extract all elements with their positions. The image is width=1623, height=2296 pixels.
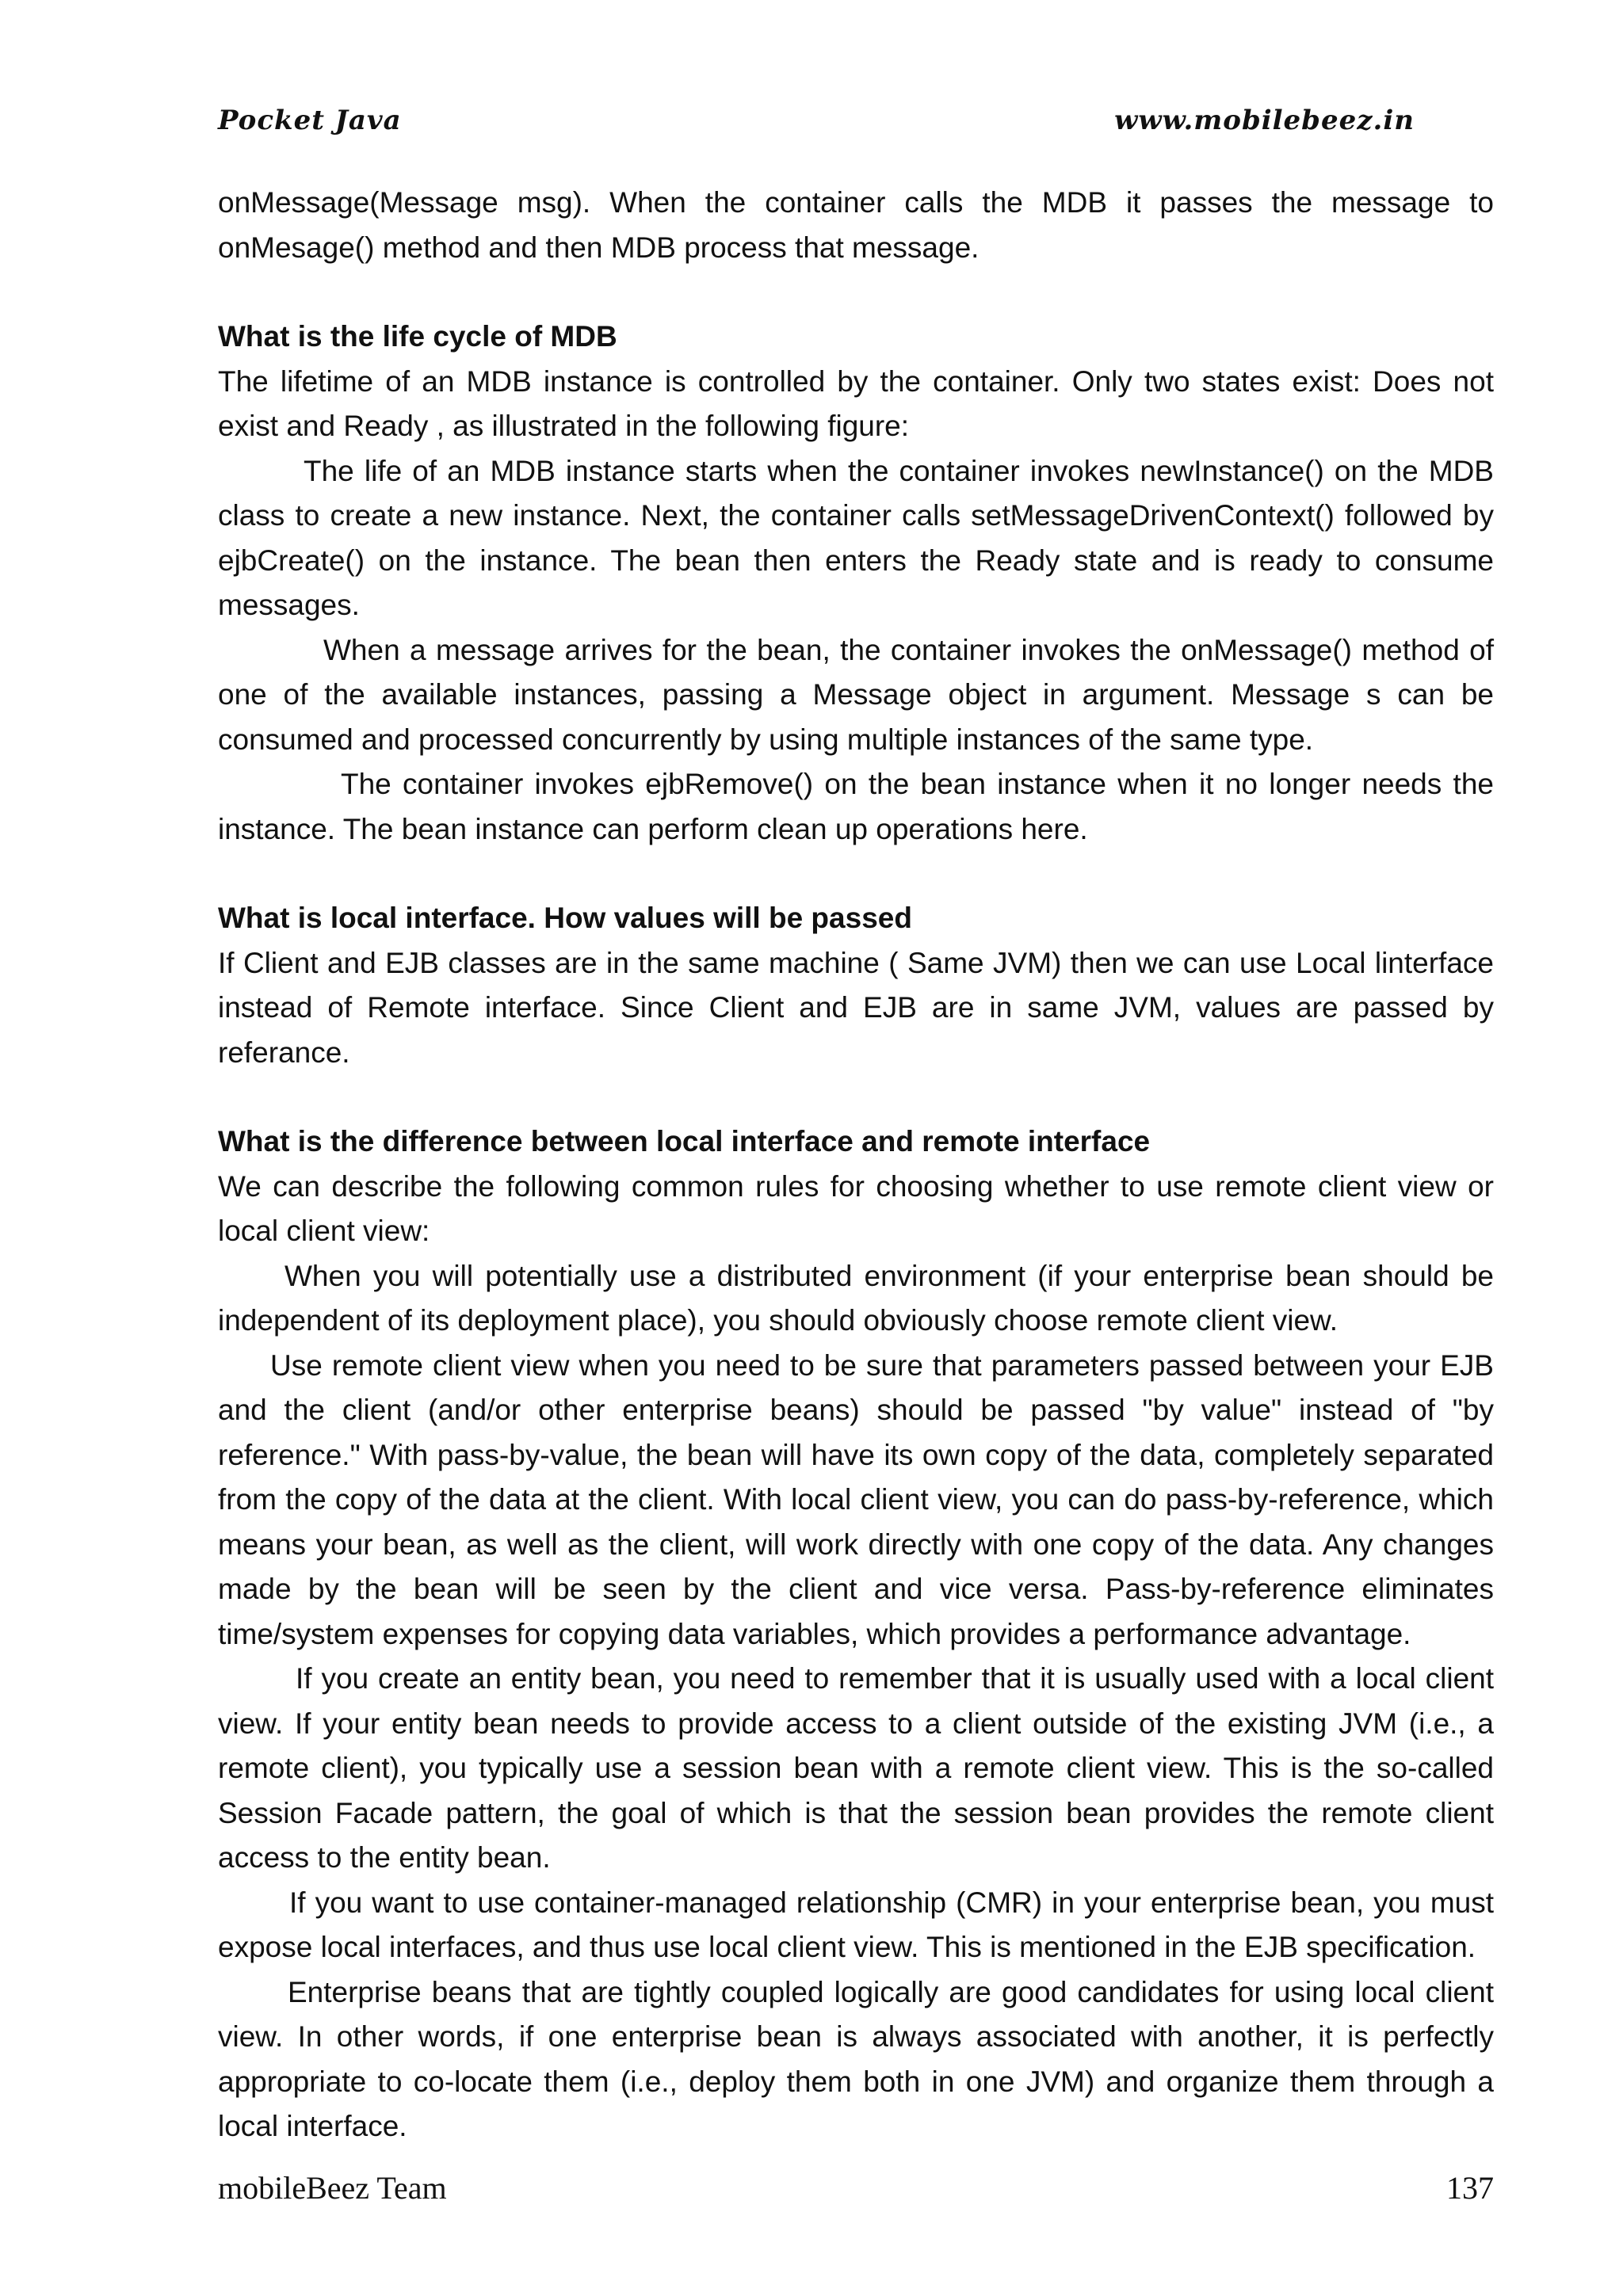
header-book-title: Pocket Java	[218, 105, 402, 136]
page-footer	[218, 2169, 1494, 2214]
paragraph: The life of an MDB instance starts when the container invokes newInstance() on the MDB class to create a new instance. Next, the container calls setMessageDrivenContext() followed by ejbCreate() on the instance. The bean then enters the Ready state and is ready to consume messages.	[218, 454, 1494, 621]
paragraph: If you want to use container-managed relationship (CMR) in your enterprise bean, you must expose local interfaces, and thus use local client view. This is mentioned in the EJB specification.	[218, 1886, 1494, 1963]
section-heading-local-vs-remote: What is the difference between local interface and remote interface	[218, 1125, 1151, 1158]
section-heading-local-interface: What is local interface. How values will be passed	[218, 902, 912, 934]
paragraph: Enterprise beans that are tightly coupled logically are good candidates for using local client view. In other words, if one enterprise bean is always associated with another, it is perfectly appropriate to co-locate them (i.e., deploy them both in one JVM) and organize them through a local interface.	[218, 1975, 1494, 2142]
page-number: 137	[1446, 2170, 1494, 2206]
paragraph: If you create an entity bean, you need to remember that it is usually used with a local client view. If your entity bean needs to provide access to a client outside of the existing JVM (i.e., a remote client), you typically use a session bean with a remote client view. This is the so-called Session Facade pattern, the goal of which is that the session bean provides the remote client access to the entity bean.	[218, 1662, 1494, 1874]
paragraph: The container invokes ejbRemove() on the bean instance when it no longer needs the instance. The bean instance can perform clean up operations here.	[218, 768, 1494, 845]
page-content	[218, 181, 1494, 2149]
paragraph: When you will potentially use a distributed environment (if your enterprise bean should be independent of its deployment place), you should obviously choose remote client view.	[218, 1259, 1494, 1337]
paragraph: We can describe the following common rules for choosing whether to use remote client view or local client view:	[218, 1169, 1494, 1247]
intro-paragraph: onMessage(Message msg). When the container calls the MDB it passes the message to onMesage() method and then MDB process that message.	[218, 186, 1494, 264]
paragraph: When a message arrives for the bean, the container invokes the onMessage() method of one of the available instances, passing a Message object in argument. Message s can be consumed and processed concurrently by using multiple instances of the same type.	[218, 633, 1494, 756]
paragraph: Use remote client view when you need to be sure that parameters passed between your EJB and the client (and/or other enterprise beans) should be passed "by value" instead of "by reference." With pass-by-value, the bean will have its own copy of the data, completely separated from the copy of the data at the client. With local client view, you can do pass-by-reference, which means your bean, as well as the client, will work directly with one copy of the data. Any changes made by the bean will be seen by the client and vice versa. Pass-by-reference eliminates time/system expenses for copying data variables, which provides a performance advantage.	[218, 1348, 1494, 1650]
footer-author: mobileBeez Team	[218, 2170, 447, 2206]
section-heading-mdb-life-cycle: What is the life cycle of MDB	[218, 320, 617, 353]
header-website: www.mobilebeez.in	[1114, 105, 1415, 136]
paragraph: If Client and EJB classes are in the same machine ( Same JVM) then we can use Local linterface instead of Remote interface. Since Client and EJB are in same JVM, values are passed by referance.	[218, 946, 1494, 1069]
paragraph: The lifetime of an MDB instance is controlled by the container. Only two states exist: Does not exist and Ready , as illustrated in the following figure:	[218, 364, 1494, 442]
running-header	[218, 105, 1415, 144]
